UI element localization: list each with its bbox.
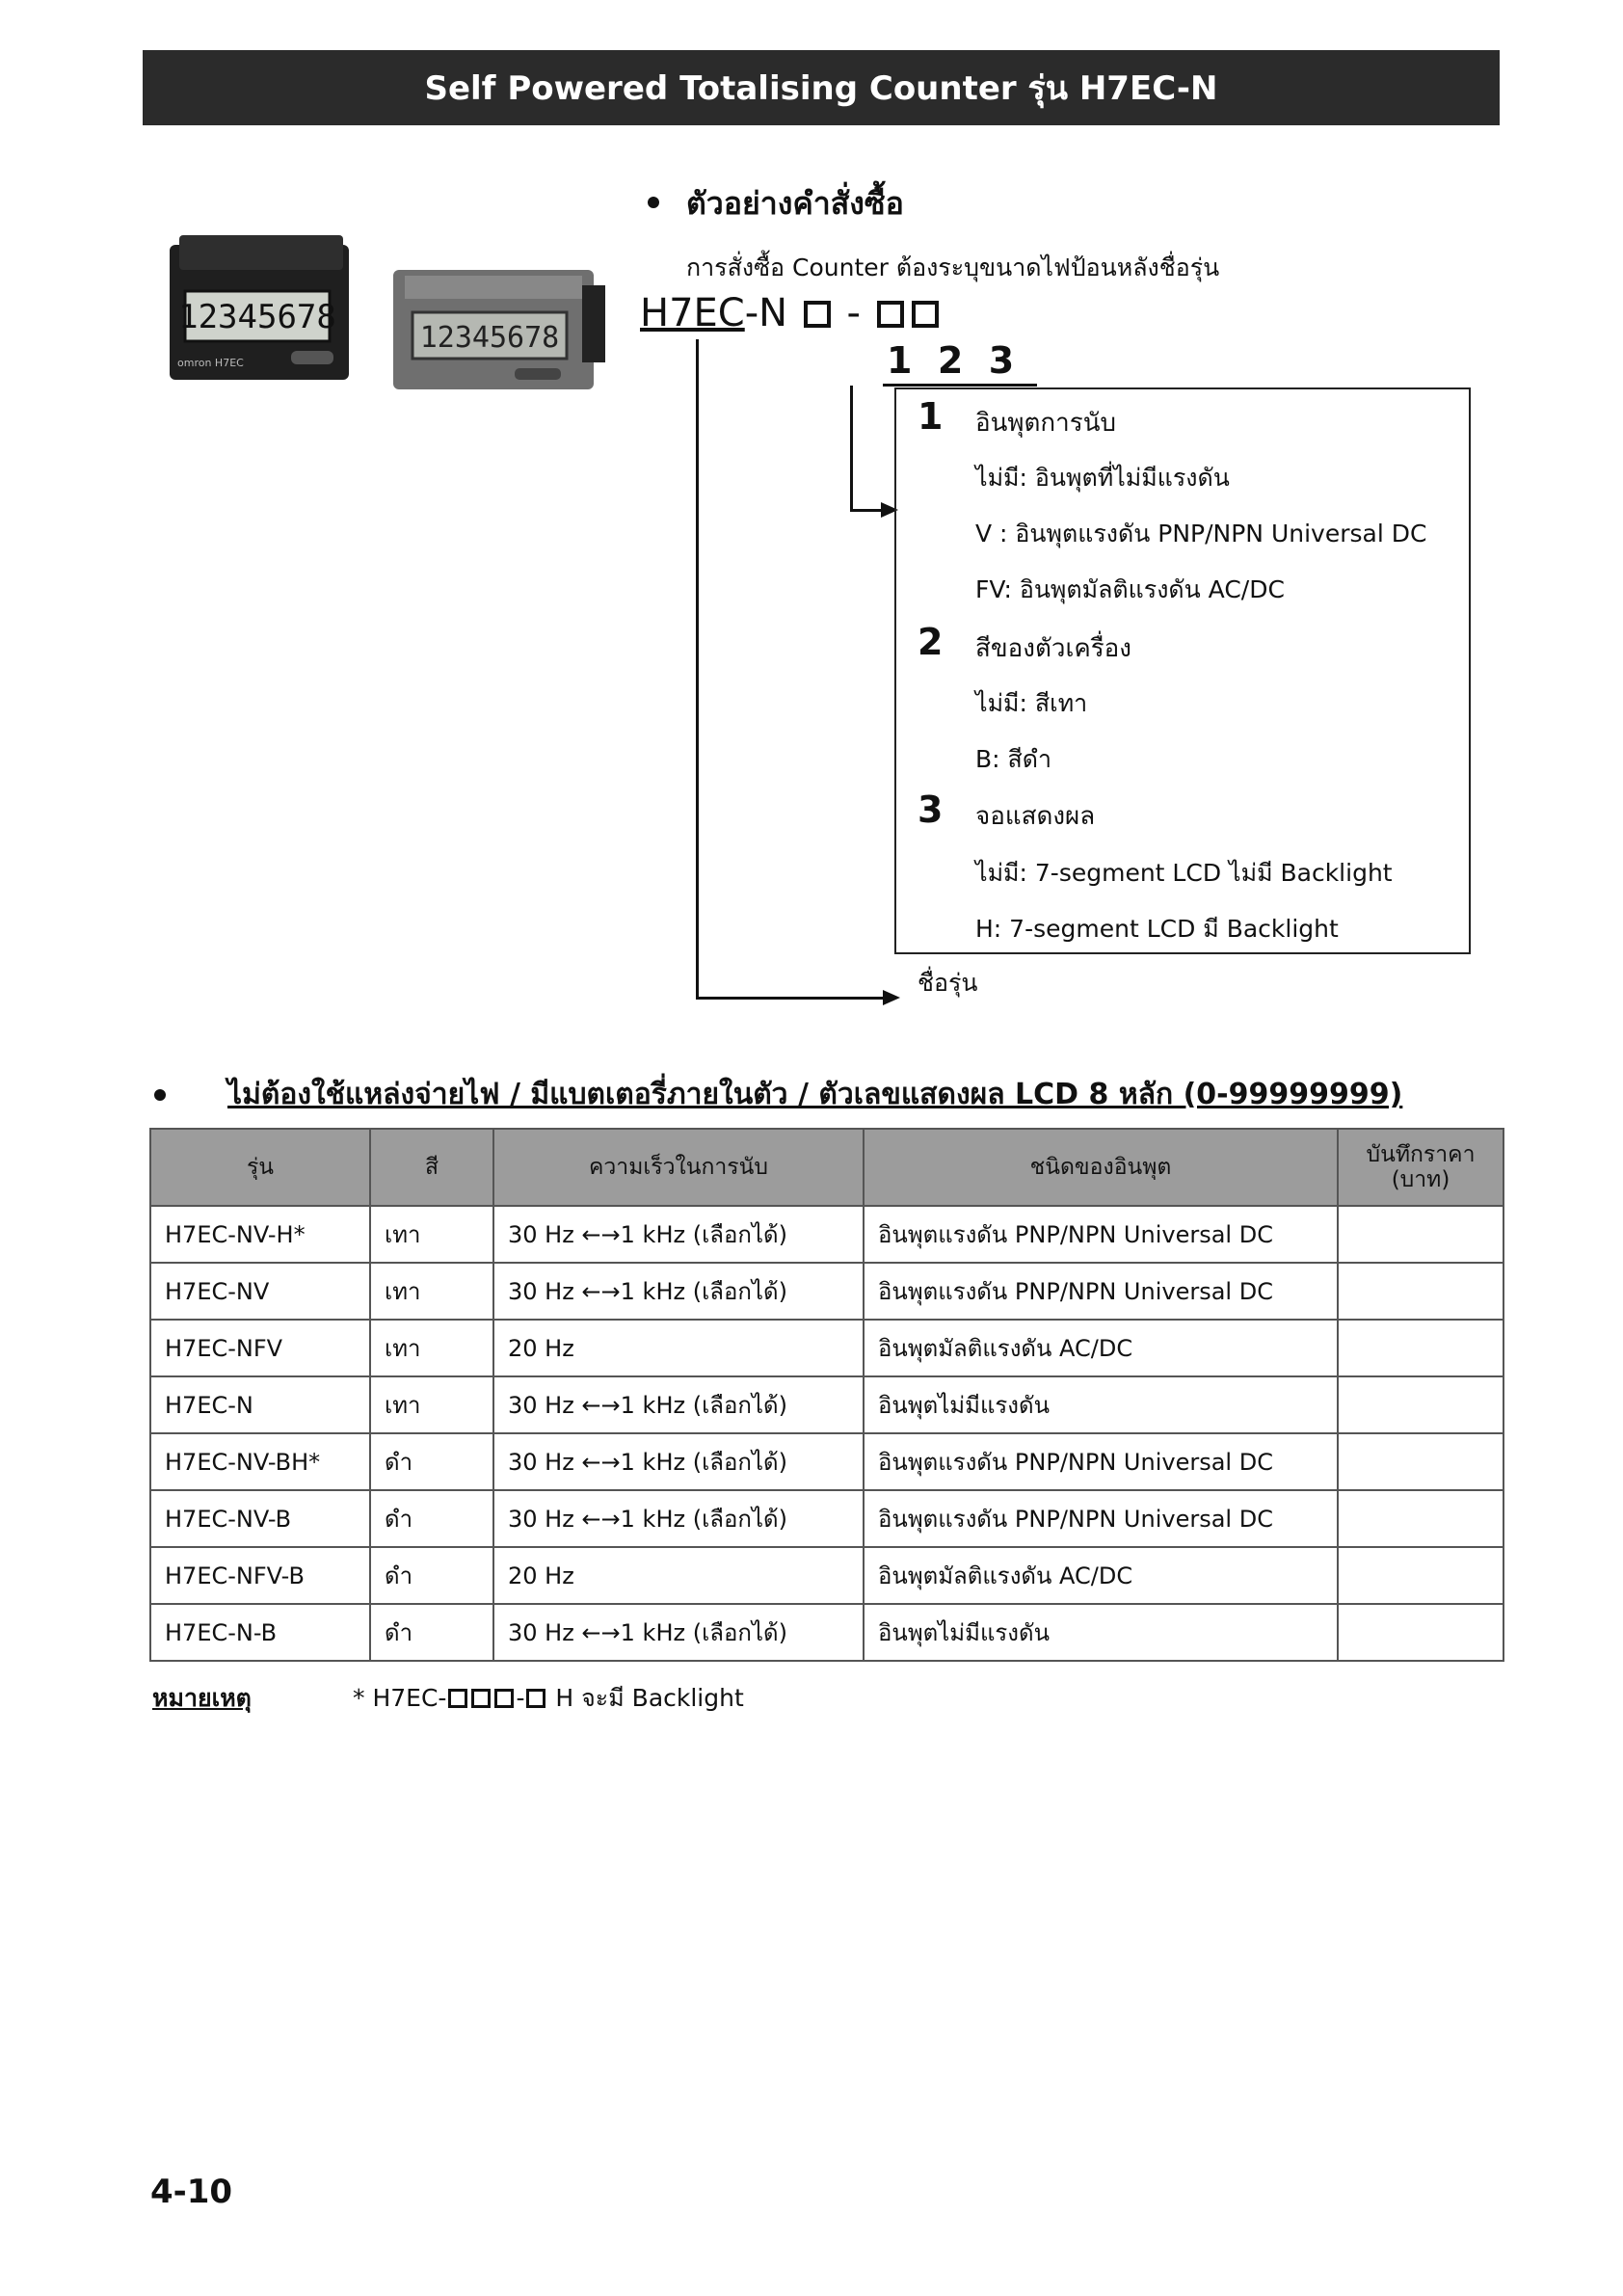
note-text: * H7EC- - H จะมี Backlight bbox=[353, 1684, 744, 1712]
cell-price bbox=[1338, 1433, 1503, 1490]
col-header-price: บันทึกราคา (บาท) bbox=[1338, 1129, 1503, 1206]
cell-speed: 20 Hz bbox=[493, 1547, 864, 1604]
code-box-1 bbox=[804, 301, 831, 328]
legend-2-option-2: B: สีดำ bbox=[975, 745, 1052, 773]
cell-input: อินพุตแรงดัน PNP/NPN Universal DC bbox=[864, 1490, 1338, 1547]
cell-color: ดำ bbox=[370, 1604, 493, 1661]
cell-speed: 30 Hz ←→1 kHz (เลือกได้) bbox=[493, 1490, 864, 1547]
cell-model: H7EC-NV-B bbox=[150, 1490, 370, 1547]
page-number: 4-10 bbox=[150, 2173, 233, 2211]
table-row bbox=[150, 1320, 1503, 1376]
cell-speed: 20 Hz bbox=[493, 1320, 864, 1376]
connector-line-b-h bbox=[850, 509, 885, 512]
table-row bbox=[150, 1376, 1503, 1433]
legend-2-option-1: ไม่มี: สีเทา bbox=[975, 689, 1088, 717]
legend-3-title: จอแสดงผล bbox=[975, 802, 1096, 831]
cell-model: H7EC-NV-H* bbox=[150, 1206, 370, 1263]
connector-line-b bbox=[850, 386, 853, 511]
ordering-subtext: การสั่งซื้อ Counter ต้องระบุขนาดไฟป้อนหลังชื่อรุ่น bbox=[686, 254, 1220, 281]
product-photo-black-unit bbox=[166, 231, 355, 386]
cell-price bbox=[1338, 1206, 1503, 1263]
cell-input: อินพุตไม่มีแรงดัน bbox=[864, 1376, 1338, 1433]
table-row bbox=[150, 1547, 1503, 1604]
table-row bbox=[150, 1490, 1503, 1547]
model-code bbox=[640, 291, 943, 335]
cell-model: H7EC-N bbox=[150, 1376, 370, 1433]
code-dash: - bbox=[846, 291, 861, 335]
cell-color: เทา bbox=[370, 1206, 493, 1263]
col-header-input: ชนิดของอินพุต bbox=[864, 1129, 1338, 1206]
table-row bbox=[150, 1433, 1503, 1490]
cell-model: H7EC-NFV-B bbox=[150, 1547, 370, 1604]
cell-color: เทา bbox=[370, 1263, 493, 1320]
cell-price bbox=[1338, 1263, 1503, 1320]
product-photo-gray-unit bbox=[389, 266, 611, 393]
brand-label-black: omron H7EC bbox=[177, 357, 244, 369]
page-title: Self Powered Totalising Counter รุ่น H7EC-N bbox=[424, 69, 1218, 108]
legend-3-number: 3 bbox=[918, 788, 944, 831]
note-prefix: * H7EC- bbox=[353, 1684, 447, 1712]
note-box-2 bbox=[471, 1689, 491, 1708]
ordering-legend bbox=[894, 387, 1471, 954]
cell-price bbox=[1338, 1376, 1503, 1433]
table-header-row bbox=[150, 1129, 1503, 1206]
ordering-heading: ตัวอย่างคำสั่งซื้อ bbox=[686, 185, 904, 222]
note-label: หมายเหตุ bbox=[152, 1684, 252, 1712]
counter-black-image bbox=[166, 231, 355, 386]
lcd-digits-black: 12345678 bbox=[178, 298, 336, 336]
cell-price bbox=[1338, 1547, 1503, 1604]
code-box-3 bbox=[912, 301, 939, 328]
table-row bbox=[150, 1206, 1503, 1263]
model-code-prefix: H7EC bbox=[640, 291, 745, 335]
cell-color: เทา bbox=[370, 1320, 493, 1376]
bullet-products bbox=[154, 1089, 166, 1101]
cell-input: อินพุตแรงดัน PNP/NPN Universal DC bbox=[864, 1206, 1338, 1263]
cell-color: ดำ bbox=[370, 1490, 493, 1547]
model-name-label: ชื่อรุ่น bbox=[918, 969, 978, 997]
legend-2-number: 2 bbox=[918, 621, 944, 663]
code-box-2 bbox=[877, 301, 904, 328]
cell-model: H7EC-NV bbox=[150, 1263, 370, 1320]
cell-input: อินพุตมัลติแรงดัน AC/DC bbox=[864, 1547, 1338, 1604]
legend-1-option-2: V : อินพุตแรงดัน PNP/NPN Universal DC bbox=[975, 520, 1427, 547]
cell-input: อินพุตแรงดัน PNP/NPN Universal DC bbox=[864, 1433, 1338, 1490]
note-box-3 bbox=[494, 1689, 514, 1708]
table-row bbox=[150, 1263, 1503, 1320]
col-header-color: สี bbox=[370, 1129, 493, 1206]
cell-speed: 30 Hz ←→1 kHz (เลือกได้) bbox=[493, 1206, 864, 1263]
legend-3-option-1: ไม่มี: 7-segment LCD ไม่มี Backlight bbox=[975, 859, 1393, 887]
arrow-model-name bbox=[883, 990, 900, 1005]
digits-underline bbox=[883, 384, 1037, 387]
cell-model: H7EC-NFV bbox=[150, 1320, 370, 1376]
cell-price bbox=[1338, 1320, 1503, 1376]
cell-price bbox=[1338, 1490, 1503, 1547]
product-table bbox=[149, 1128, 1504, 1662]
cell-speed: 30 Hz ←→1 kHz (เลือกได้) bbox=[493, 1376, 864, 1433]
cell-color: เทา bbox=[370, 1376, 493, 1433]
page-header bbox=[143, 50, 1500, 125]
note-box-1 bbox=[448, 1689, 467, 1708]
legend-2-title: สีของตัวเครื่อง bbox=[975, 634, 1131, 663]
cell-speed: 30 Hz ←→1 kHz (เลือกได้) bbox=[493, 1604, 864, 1661]
legend-1-option-1: ไม่มี: อินพุตที่ไม่มีแรงดัน bbox=[975, 464, 1230, 492]
connector-line-a bbox=[696, 339, 699, 999]
bullet-ordering bbox=[648, 197, 659, 208]
table-row bbox=[150, 1604, 1503, 1661]
connector-line-a-h bbox=[696, 997, 885, 1000]
cell-speed: 30 Hz ←→1 kHz (เลือกได้) bbox=[493, 1263, 864, 1320]
table-body bbox=[150, 1206, 1503, 1661]
counter-gray-image bbox=[389, 266, 611, 393]
cell-input: อินพุตมัลติแรงดัน AC/DC bbox=[864, 1320, 1338, 1376]
cell-speed: 30 Hz ←→1 kHz (เลือกได้) bbox=[493, 1433, 864, 1490]
legend-1-number: 1 bbox=[918, 395, 944, 438]
legend-3-option-2: H: 7-segment LCD มี Backlight bbox=[975, 915, 1339, 943]
note-suffix: H จะมี Backlight bbox=[547, 1684, 744, 1712]
col-header-model: รุ่น bbox=[150, 1129, 370, 1206]
cell-model: H7EC-NV-BH* bbox=[150, 1433, 370, 1490]
note-box-4 bbox=[526, 1689, 545, 1708]
col-header-speed: ความเร็วในการนับ bbox=[493, 1129, 864, 1206]
cell-input: อินพุตแรงดัน PNP/NPN Universal DC bbox=[864, 1263, 1338, 1320]
products-heading: ไม่ต้องใช้แหล่งจ่ายไฟ / มีแบตเตอรี่ภายในตัว / ตัวเลขแสดงผล LCD 8 หลัก (0-99999999) bbox=[227, 1078, 1403, 1111]
cell-input: อินพุตไม่มีแรงดัน bbox=[864, 1604, 1338, 1661]
cell-color: ดำ bbox=[370, 1433, 493, 1490]
lcd-digits-gray: 12345678 bbox=[419, 321, 560, 355]
model-code-suffix: -N bbox=[744, 291, 788, 335]
cell-price bbox=[1338, 1604, 1503, 1661]
legend-1-option-3: FV: อินพุตมัลติแรงดัน AC/DC bbox=[975, 575, 1285, 603]
cell-model: H7EC-N-B bbox=[150, 1604, 370, 1661]
position-digits: 1 2 3 bbox=[887, 339, 1015, 382]
legend-1-title: อินพุตการนับ bbox=[975, 409, 1116, 438]
cell-color: ดำ bbox=[370, 1547, 493, 1604]
